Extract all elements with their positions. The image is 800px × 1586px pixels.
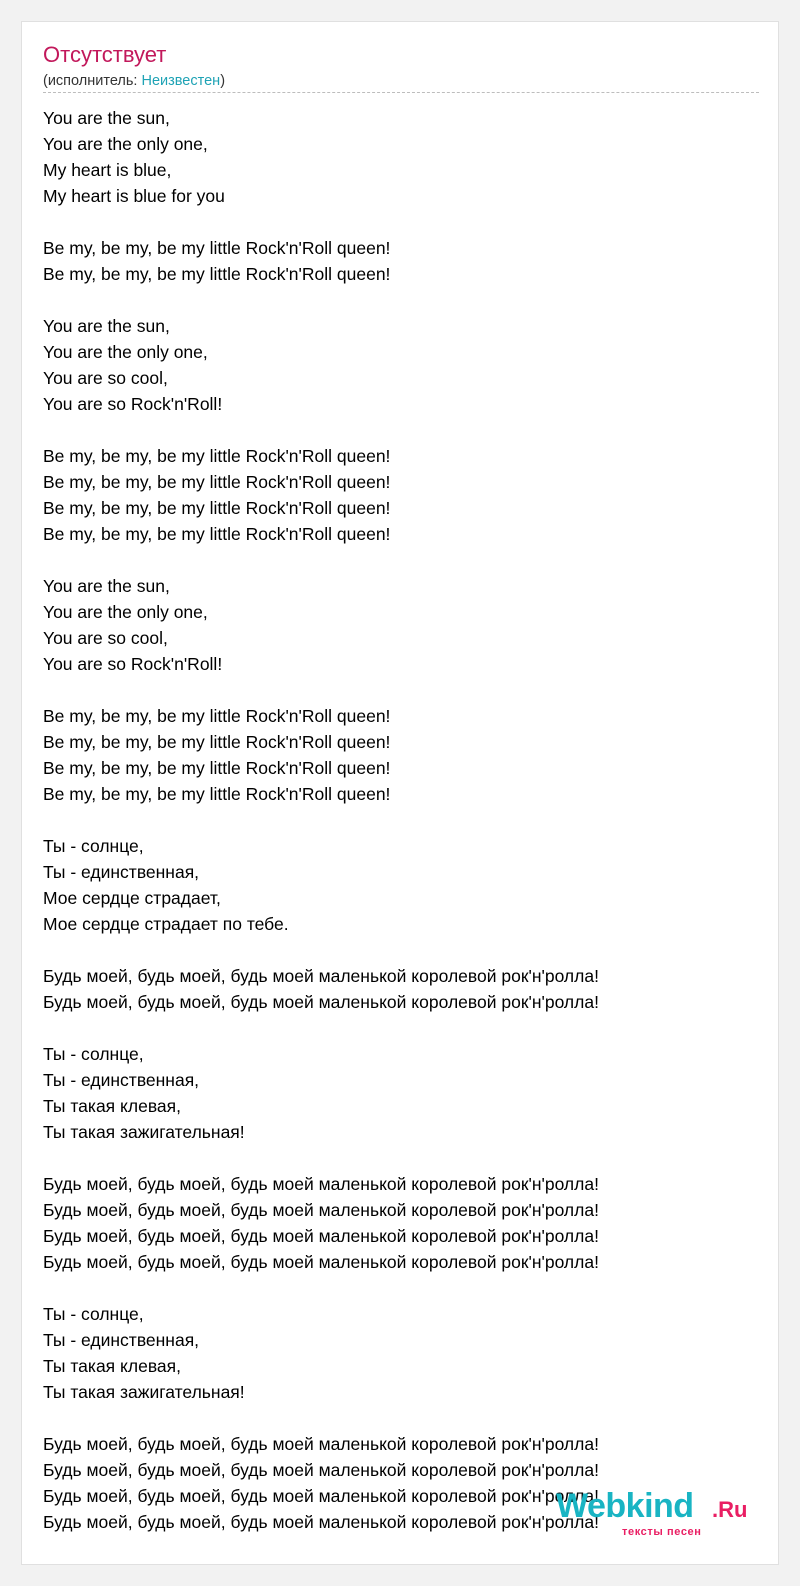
lyric-line <box>43 287 759 313</box>
lyric-line: Ты - единственная, <box>43 862 200 882</box>
lyric-line: Be my, be my, be my little Rock'n'Roll queen! <box>43 472 391 492</box>
lyric-line <box>43 677 759 703</box>
artist-suffix: ) <box>220 73 226 89</box>
lyric-line <box>43 547 759 573</box>
lyric-line: Ты - единственная, <box>43 1330 200 1350</box>
lyric-line: My heart is blue for you <box>43 186 225 206</box>
lyric-line: Будь моей, будь моей, будь моей маленькой королевой рок'н'ролла! <box>43 966 599 986</box>
lyric-line: Be my, be my, be my little Rock'n'Roll queen! <box>43 524 391 544</box>
lyric-line: Be my, be my, be my little Rock'n'Roll queen! <box>43 498 391 518</box>
lyric-line: You are the sun, <box>43 108 170 128</box>
lyric-line <box>43 417 759 443</box>
lyric-line <box>43 937 759 963</box>
lyric-line: Be my, be my, be my little Rock'n'Roll queen! <box>43 264 391 284</box>
lyric-line: Будь моей, будь моей, будь моей маленькой королевой рок'н'ролла! <box>43 1512 599 1532</box>
logo-domain: .Ru <box>712 1497 748 1522</box>
lyrics-card <box>21 21 779 1565</box>
lyric-line: You are so Rock'n'Roll! <box>43 654 223 674</box>
lyric-line: Будь моей, будь моей, будь моей маленькой королевой рок'н'ролла! <box>43 1200 599 1220</box>
lyric-line: Be my, be my, be my little Rock'n'Roll queen! <box>43 784 391 804</box>
lyric-line: Be my, be my, be my little Rock'n'Roll queen! <box>43 758 391 778</box>
lyric-line: My heart is blue, <box>43 160 172 180</box>
webkind-logo[interactable] <box>556 1486 756 1542</box>
artist-link[interactable]: Неизвестен <box>141 73 221 89</box>
lyric-line: Будь моей, будь моей, будь моей маленькой королевой рок'н'ролла! <box>43 1252 599 1272</box>
lyric-line: Будь моей, будь моей, будь моей маленькой королевой рок'н'ролла! <box>43 992 599 1012</box>
lyrics-text <box>43 105 759 1535</box>
artist-prefix: (исполнитель: <box>43 73 142 89</box>
logo-tagline: тексты песен <box>622 1526 702 1538</box>
lyric-line: Мое сердце страдает, <box>43 888 221 908</box>
lyric-line: Будь моей, будь моей, будь моей маленькой королевой рок'н'ролла! <box>43 1226 599 1246</box>
lyric-line: You are the only one, <box>43 602 208 622</box>
artist-line <box>43 71 225 91</box>
lyric-line: Ты - единственная, <box>43 1070 200 1090</box>
lyric-line: You are so Rock'n'Roll! <box>43 394 223 414</box>
lyric-line: You are the only one, <box>43 342 208 362</box>
lyric-line <box>43 1015 759 1041</box>
lyric-line: Будь моей, будь моей, будь моей маленькой королевой рок'н'ролла! <box>43 1174 599 1194</box>
lyric-line: Ты - солнце, <box>43 1304 144 1324</box>
lyric-line <box>43 1275 759 1301</box>
lyric-line: Будь моей, будь моей, будь моей маленькой королевой рок'н'ролла! <box>43 1460 599 1480</box>
lyric-line: Мое сердце страдает по тебе. <box>43 914 289 934</box>
lyric-line: Будь моей, будь моей, будь моей маленькой королевой рок'н'ролла! <box>43 1434 599 1454</box>
lyric-line: You are the sun, <box>43 576 170 596</box>
lyric-line: Ты - солнце, <box>43 1044 144 1064</box>
song-title: Отсутствует <box>43 42 167 67</box>
lyric-line <box>43 1405 759 1431</box>
lyric-line: Be my, be my, be my little Rock'n'Roll queen! <box>43 732 391 752</box>
lyric-line <box>43 209 759 235</box>
lyric-line: Будь моей, будь моей, будь моей маленькой королевой рок'н'ролла! <box>43 1486 599 1506</box>
lyric-line: Ты такая зажигательная! <box>43 1122 245 1142</box>
logo-word: Webkind <box>556 1487 694 1525</box>
lyric-line: You are so cool, <box>43 368 168 388</box>
lyric-line: You are the sun, <box>43 316 170 336</box>
lyric-line: Be my, be my, be my little Rock'n'Roll queen! <box>43 446 391 466</box>
lyric-line: Ты такая зажигательная! <box>43 1382 245 1402</box>
lyric-line: You are so cool, <box>43 628 168 648</box>
lyric-line: Be my, be my, be my little Rock'n'Roll queen! <box>43 706 391 726</box>
lyric-line: You are the only one, <box>43 134 208 154</box>
lyric-line: Ты такая клевая, <box>43 1096 181 1116</box>
lyric-line <box>43 1145 759 1171</box>
lyric-line: Ты такая клевая, <box>43 1356 181 1376</box>
lyric-line: Be my, be my, be my little Rock'n'Roll queen! <box>43 238 391 258</box>
title-divider <box>43 92 759 93</box>
lyric-line: Ты - солнце, <box>43 836 144 856</box>
lyric-line <box>43 807 759 833</box>
